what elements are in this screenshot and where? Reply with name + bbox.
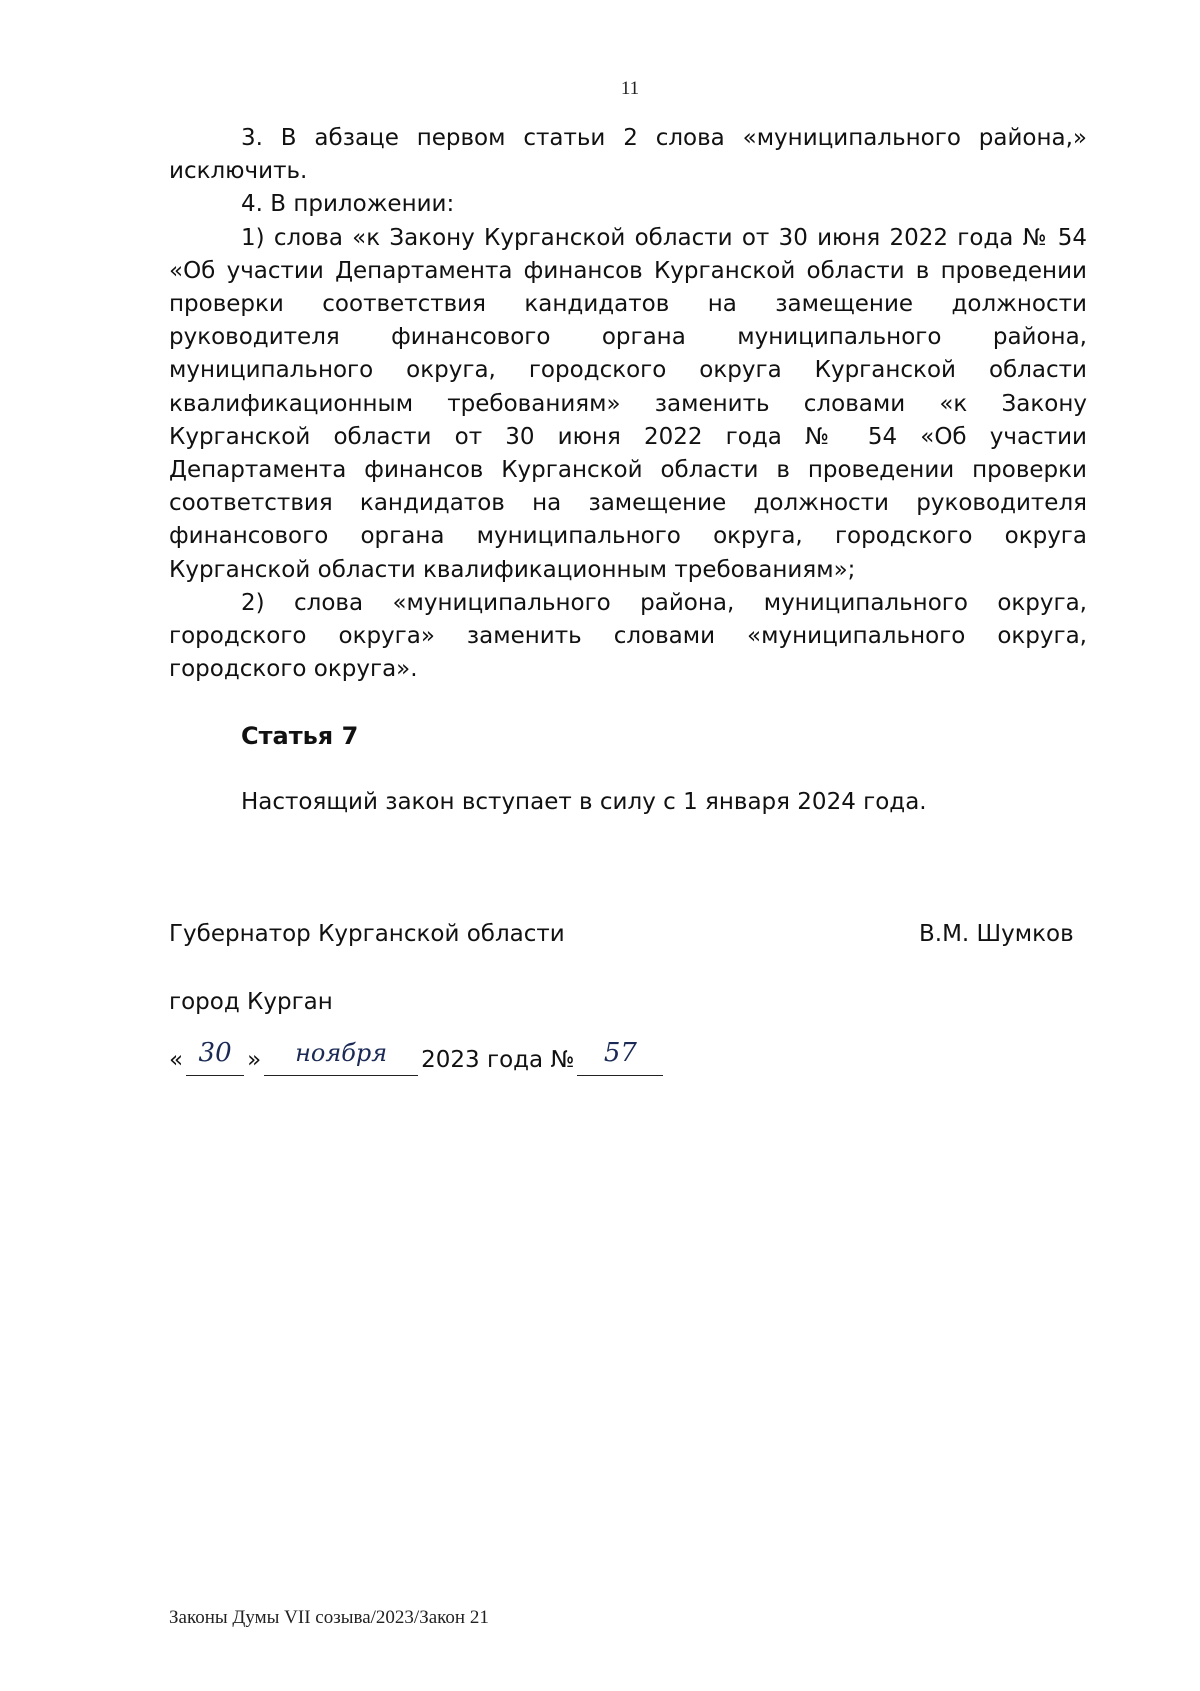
paragraph-item-4: 4. В приложении: xyxy=(241,191,455,218)
governor-title: Губернатор Курганской области xyxy=(169,921,565,947)
paragraph-subitem-2: 2) слова «муниципального района, муниципального округа, городского округа» заменить словами «муниципального округа, городского округа». xyxy=(169,589,1087,683)
governor-name: В.М. Шумков xyxy=(919,921,1074,947)
paragraph-item-3: 3. В абзаце первом статьи 2 слова «муниципального района,» исключить. xyxy=(169,125,1087,185)
paragraph-subitem-1: 1) слова «к Закону Курганской области от 30 июня 2022 года № 54 «Об участии Департамента финансов Курганской области в проведении проверки соответствия кандидатов на замещение должности руководителя финансового органа муниципального района, муниципального округа, городского округа Курганской области квалификационным требованиям» заменить словами «к Закону Курганской области от 30 июня 2022 года № 54 «Об участии Департамента финансов Курганской области в проведении проверки соответствия кандидатов на замещение должности руководителя финансового органа муниципального округа, городского округа Курганской области квалификационным требованиям»; xyxy=(169,224,1087,583)
footer-reference: Законы Думы VII созыва/2023/Закон 21 xyxy=(169,1607,489,1628)
year-and-number-label: 2023 года № xyxy=(421,1047,575,1073)
handwritten-law-number: 57 xyxy=(577,1043,663,1076)
amendments-text xyxy=(169,122,1087,686)
article-heading: Статья 7 xyxy=(241,722,359,750)
page-number: 11 xyxy=(620,78,640,99)
open-quote: « xyxy=(169,1047,184,1073)
city-name: город Курган xyxy=(169,989,333,1015)
article-text: Настоящий закон вступает в силу с 1 января 2024 года. xyxy=(241,789,927,815)
close-quote: » xyxy=(247,1047,262,1073)
handwritten-day: 30 xyxy=(186,1043,244,1076)
date-line xyxy=(166,1038,663,1076)
handwritten-month: ноября xyxy=(264,1043,418,1076)
